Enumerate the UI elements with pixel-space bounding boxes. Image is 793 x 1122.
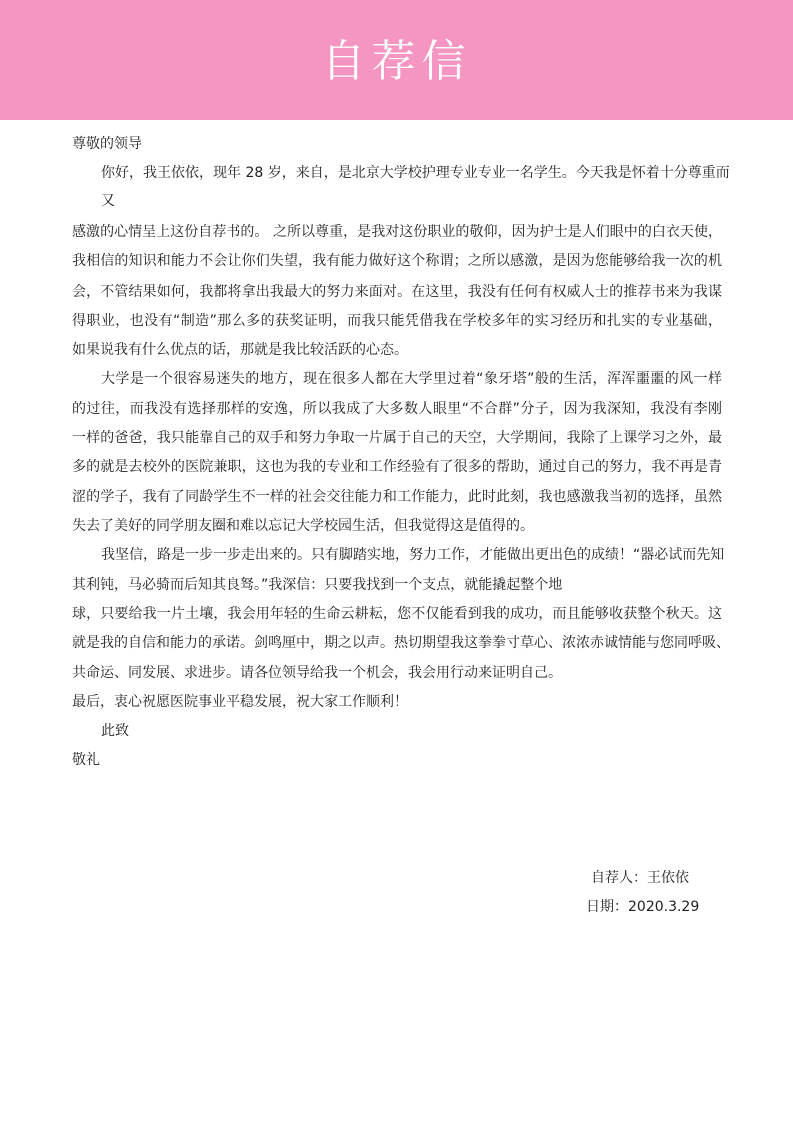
body-line: 球，只要给我一片土壤，我会用年轻的生命云耕耘，您不仅能看到我的成功，而且能够收获整个秋天。这	[72, 606, 722, 622]
body-line: 如果说我有什么优点的话，那就是我比较活跃的心态。	[72, 342, 408, 358]
signer-name: 自荐人：王依依	[591, 870, 689, 886]
body-line: 多的就是去校外的医院兼职，这也为我的专业和工作经验有了很多的帮助，通过自己的努力，我不再是青	[72, 459, 722, 475]
letter-date: 日期：2020.3.29	[586, 899, 700, 915]
body-line: 感激的心情呈上这份自荐书的。 之所以尊重，是我对这份职业的敬仰，因为护士是人们眼中的白衣天使，	[72, 224, 722, 240]
body-line: 大学是一个很容易迷失的地方，现在很多人都在大学里过着“象牙塔”般的生活，浑浑噩噩的风一样	[101, 371, 722, 387]
body-line: 会，不管结果如何，我都将拿出我最大的努力来面对。在这里，我没有任何有权威人士的推荐书来为我谋	[72, 284, 722, 300]
page-title: 自荐信	[321, 36, 472, 87]
closing-regards: 敬礼	[72, 752, 100, 768]
body-line: 涩的学子，我有了同龄学生不一样的社会交往能力和工作能力，此时此刻，我也感激我当初的选择，虽然	[72, 489, 722, 505]
body-line: 又	[101, 193, 115, 209]
body-line: 我相信的知识和能力不会让你们失望，我有能力做好这个称谓；之所以感激，是因为您能够给我一次的机	[72, 253, 722, 269]
body-line: 失去了美好的同学朋友圈和难以忘记大学校园生活，但我觉得这是值得的。	[72, 518, 534, 534]
body-line: 最后，衷心祝愿医院事业平稳发展，祝大家工作顺利！	[72, 694, 408, 710]
closing-salutation: 此致	[101, 723, 129, 739]
body-line: 的过往，而我没有选择那样的安逸，所以我成了大多数人眼里“不合群”分子，因为我深知，我没有李刚	[72, 401, 722, 417]
body-line: 我坚信，路是一步一步走出来的。只有脚踏实地，努力工作，才能做出更出色的成绩！“器必试而先知	[101, 547, 725, 563]
salutation: 尊敬的领导	[72, 136, 142, 152]
body-line: 其利钝，马必骑而后知其良驽。”我深信：只要我找到一个支点，就能撬起整个地	[72, 577, 563, 593]
body-line: 就是我的自信和能力的承诺。剑鸣厘中，期之以声。热切期望我这拳拳寸草心、浓浓赤诚情能与您同呼吸、	[72, 635, 730, 651]
body-line: 你好，我王依依，现年 28 岁，来自，是北京大学校护理专业专业一名学生。今天我是怀着十分尊重而	[101, 165, 730, 181]
body-line: 共命运、同发展、求进步。请各位领导给我一个机会，我会用行动来证明自己。	[72, 665, 562, 681]
body-line: 一样的爸爸，我只能靠自己的双手和努力争取一片属于自己的天空，大学期间，我除了上课学习之外，最	[72, 430, 722, 446]
body-line: 得职业，也没有“制造”那么多的获奖证明，而我只能凭借我在学校多年的实习经历和扎实的专业基础，	[72, 313, 722, 329]
